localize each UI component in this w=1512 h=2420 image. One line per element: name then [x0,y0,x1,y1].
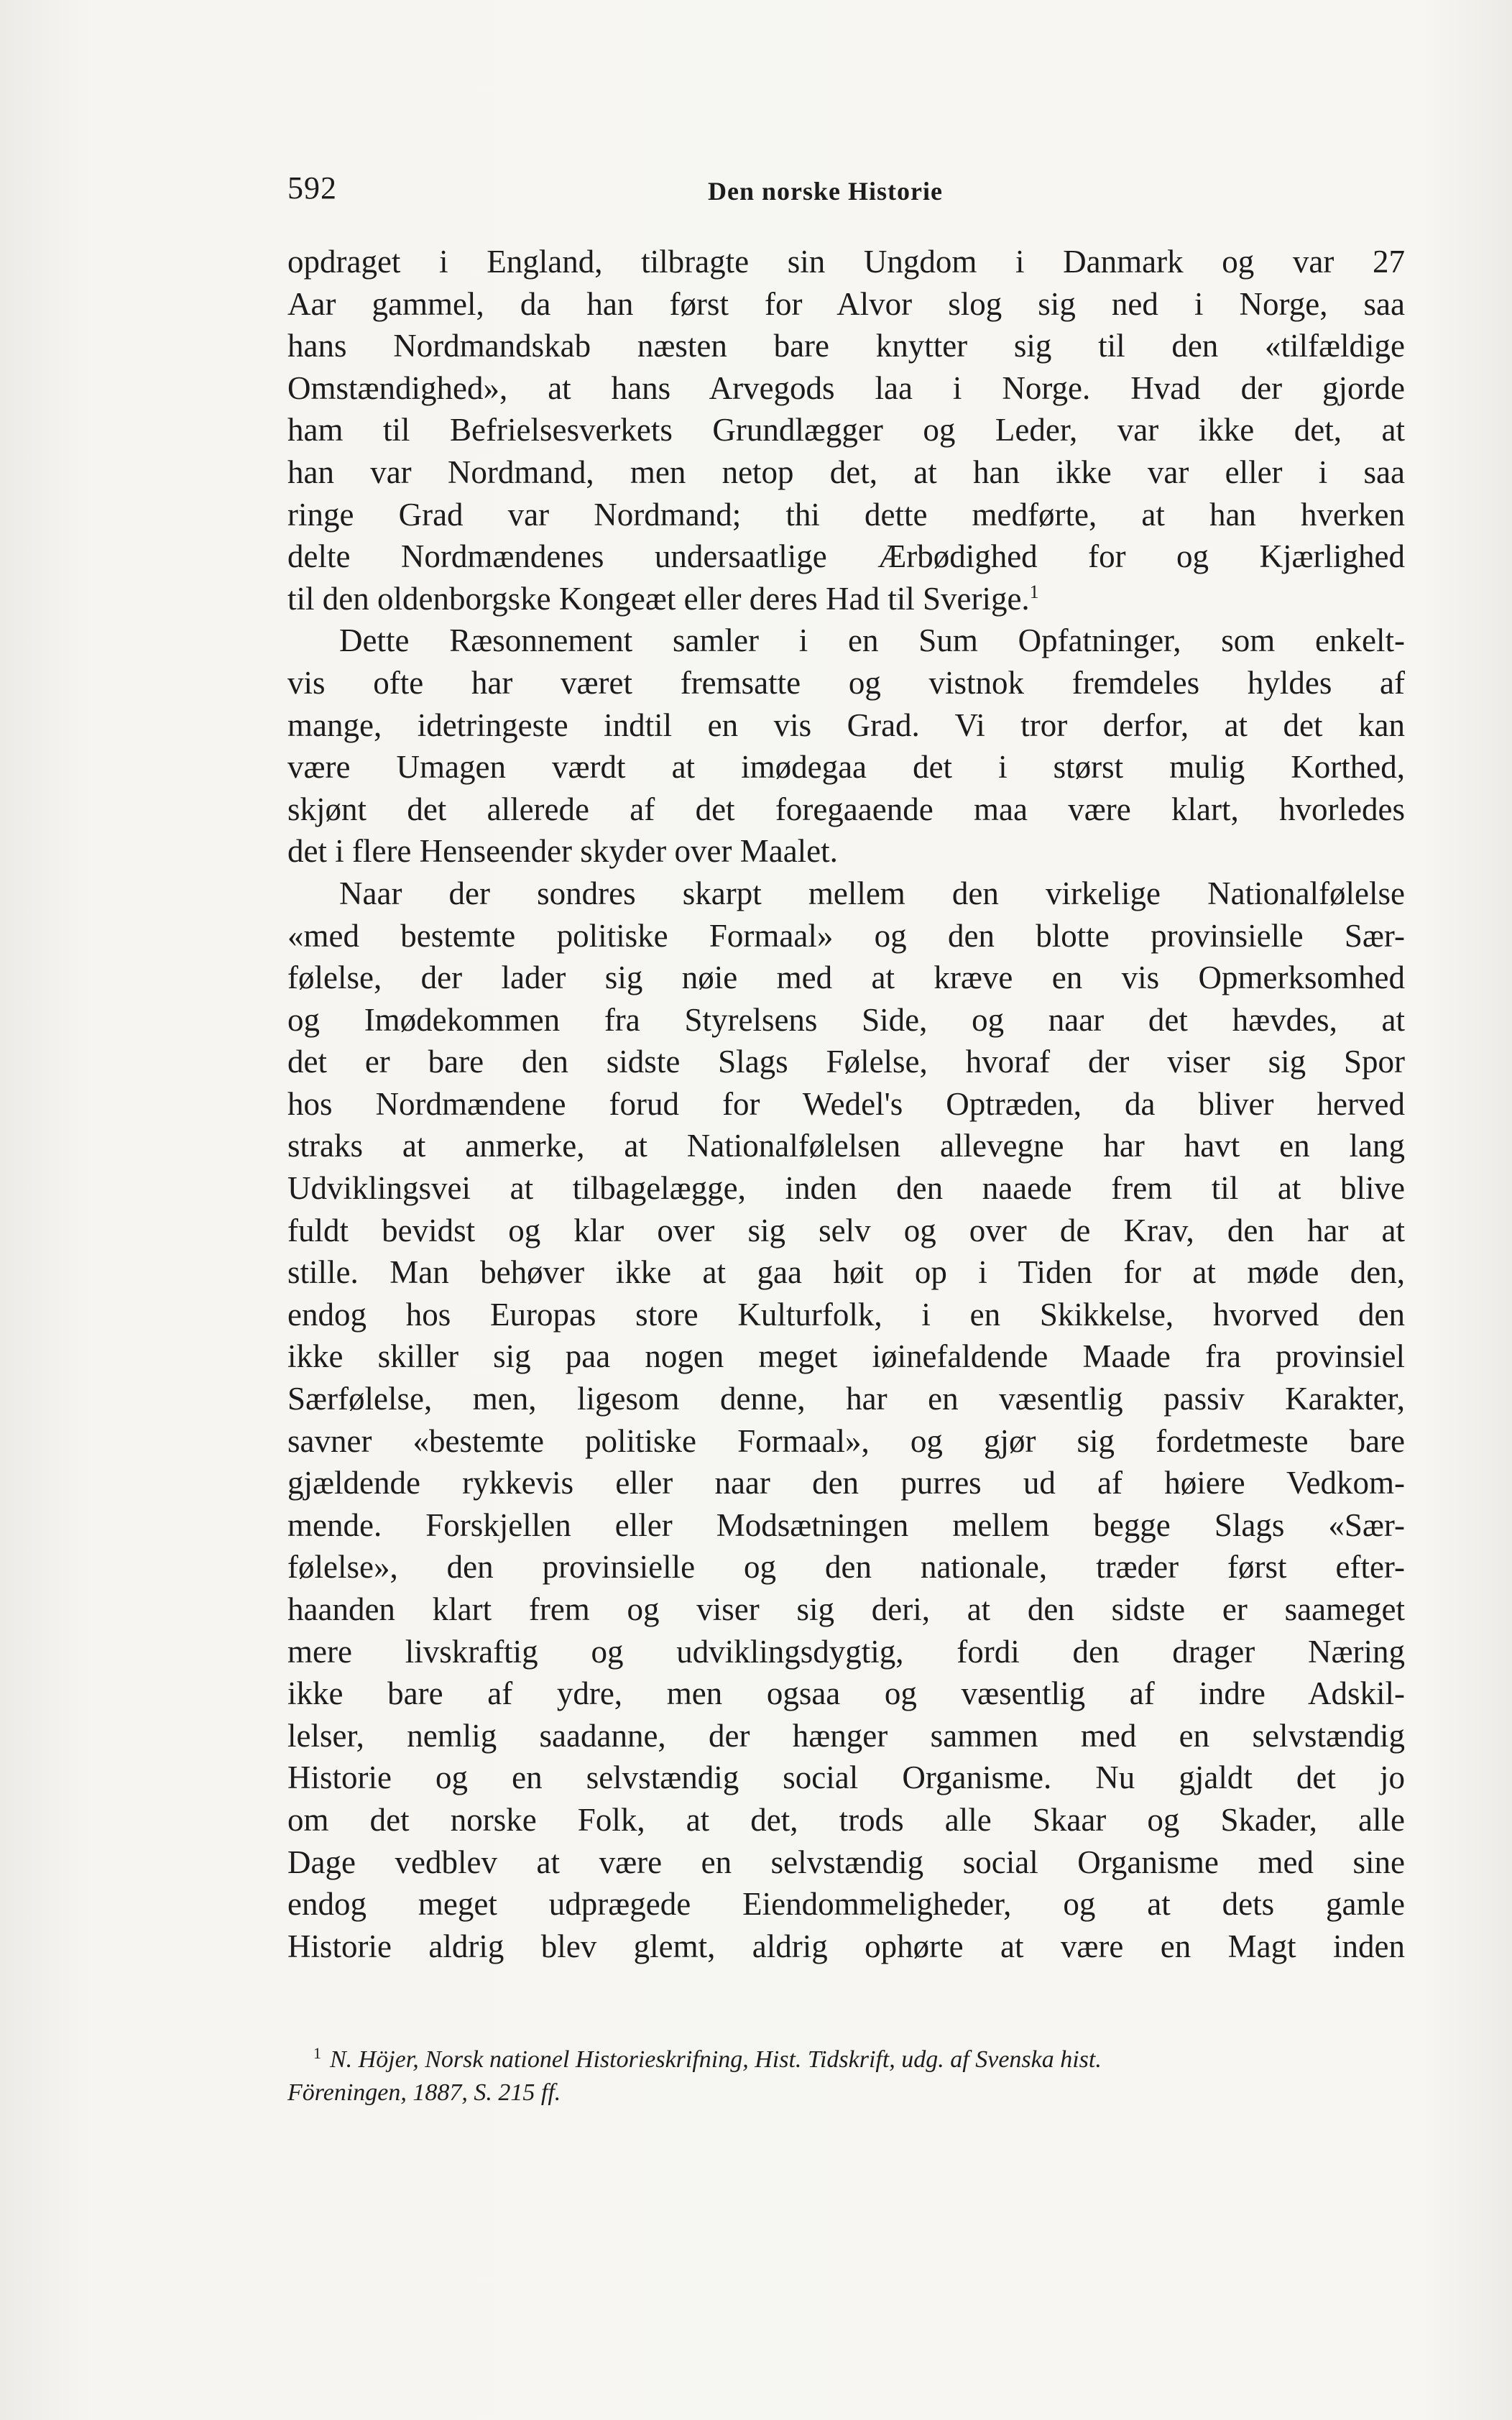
text-line: skjønt det allerede af det foregaaende maa være klart, hvorledes [287,791,1405,827]
text-line: han var Nordmand, men netop det, at han ikke var eller i saa [287,454,1405,490]
text-line: Aar gammel, da han først for Alvor slog sig ned i Norge, saa [287,285,1405,322]
text-line: ikke bare af ydre, men ogsaa og væsentlig af indre Adskil- [287,1675,1405,1712]
footnote-text: N. Höjer, Norsk nationel Historieskrifning, Hist. Tidskrift, udg. af Svenska hist. [330,2046,1102,2073]
text-line: følelse, der lader sig nøie med at kræve en vis Opmerksomhed [287,960,1405,996]
text-line: stille. Man behøver ikke at gaa høit op i Tiden for at møde den, [287,1254,1405,1291]
text-line: delte Nordmændenes undersaatlige Ærbødighed for og Kjærlighed [287,538,1405,575]
text-line: fuldt bevidst og klar over sig selv og over de Krav, den har at [287,1212,1405,1248]
text-line: endog meget udprægede Eiendommeligheder, og at dets gamle [287,1886,1405,1923]
text-line: straks at anmerke, at Nationalfølelsen allevegne har havt en lang [287,1128,1405,1164]
text-line: Naar der sondres skarpt mellem den virkelige Nationalfølelse [339,875,1405,911]
body-text [287,241,1405,1967]
text-line: Dage vedblev at være en selvstændig social Organisme med sine [287,1844,1405,1880]
text-line: ham til Befrielsesverkets Grundlægger og Leder, var ikke det, at [287,412,1405,448]
text-line: gjældende rykkevis eller naar den purres ud af høiere Vedkom- [287,1465,1405,1501]
text-line: og Imødekommen fra Styrelsens Side, og naar det hævdes, at [287,1001,1405,1038]
text-line: endog hos Europas store Kulturfolk, i en Skikkelse, hvorved den [287,1296,1405,1333]
text-line: savner «bestemte politiske Formaal», og gjør sig fordetmeste bare [287,1422,1405,1459]
text-line: hans Nordmandskab næsten bare knytter sig til den «tilfældige [287,328,1405,364]
text-line: Dette Ræsonnement samler i en Sum Opfatninger, som enkelt- [339,622,1405,659]
text-line: «med bestemte politiske Formaal» og den blotte provinsielle Sær- [287,917,1405,954]
text-line: lelser, nemlig saadanne, der hænger sammen med en selvstændig [287,1717,1405,1754]
text-line: om det norske Folk, at det, trods alle Skaar og Skader, alle [287,1801,1405,1838]
text-line: til den oldenborgske Kongeæt eller deres Had til Sverige. [287,580,1030,617]
text-line: opdraget i England, tilbragte sin Ungdom i Danmark og var 27 [287,244,1405,280]
text-line: Udviklingsvei at tilbagelægge, inden den naaede frem til at blive [287,1170,1405,1207]
footnote-line [287,2043,1405,2076]
text-line: ikke skiller sig paa nogen meget iøinefaldende Maade fra provinsiel [287,1338,1405,1375]
footnote-line: Föreningen, 1887, S. 215 ff. [287,2079,561,2106]
footnote-mark: 1 [313,2043,321,2062]
running-title: Den norske Historie [708,177,943,206]
text-line: det er bare den sidste Slags Følelse, hvoraf der viser sig Spor [287,1044,1405,1080]
text-line: mere livskraftig og udviklingsdygtig, fordi den drager Næring [287,1633,1405,1670]
footnote-reference: 1 [1029,581,1039,602]
text-line: Historie aldrig blev glemt, aldrig ophørte at være en Magt inden [287,1928,1405,1964]
text-line: ringe Grad var Nordmand; thi dette medførte, at han hverken [287,496,1405,533]
page-header [287,167,1405,210]
text-line: Særfølelse, men, ligesom denne, har en væsentlig passiv Karakter, [287,1381,1405,1417]
text-line: vis ofte har været fremsatte og vistnok fremdeles hyldes af [287,664,1405,701]
text-line: Omstændighed», at hans Arvegods laa i Norge. Hvad der gjorde [287,369,1405,406]
text-line: hos Nordmændene forud for Wedel's Optræden, da bliver herved [287,1085,1405,1122]
text-line: mange, idetringeste indtil en vis Grad. Vi tror derfor, at det kan [287,707,1405,743]
text-line-with-footnote-ref [287,578,1405,620]
text-line: følelse», den provinsielle og den nationale, træder først efter- [287,1549,1405,1586]
page-number: 592 [287,170,337,206]
text-line: være Umagen værdt at imødegaa det i størst mulig Korthed, [287,749,1405,786]
text-line: det i flere Henseender skyder over Maalet. [287,833,838,870]
footnote [287,2043,1405,2110]
text-line: Historie og en selvstændig social Organisme. Nu gjaldt det jo [287,1759,1405,1796]
text-line: mende. Forskjellen eller Modsætningen mellem begge Slags «Sær- [287,1506,1405,1543]
text-line: haanden klart frem og viser sig deri, at den sidste er saameget [287,1591,1405,1627]
